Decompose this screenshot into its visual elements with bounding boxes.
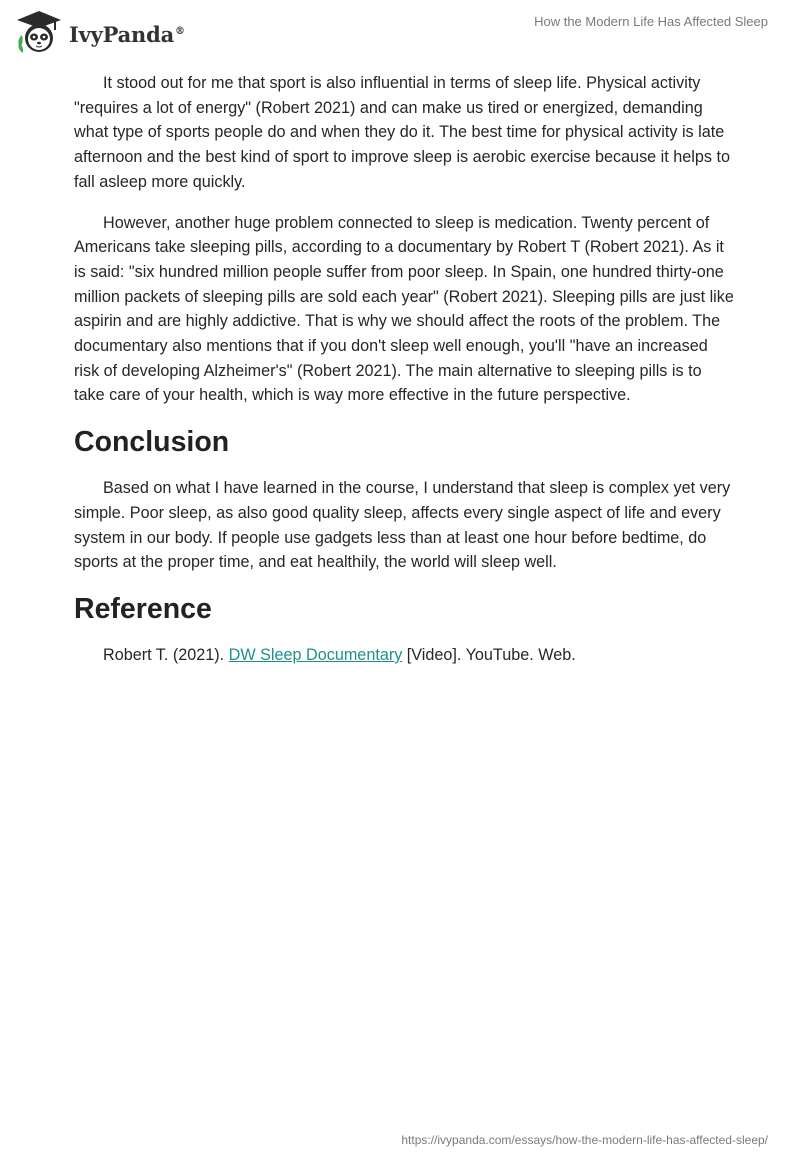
body-paragraph: It stood out for me that sport is also influential in terms of sleep life. Physical activity "requires a lot of energy" (Robert 2021) and can make us tired or energized, demanding what type of sports people do and when they do it. The best time for physical activity is late afternoon and the best kind of sport to improve sleep is aerobic exercise because it helps to fall asleep more quickly. [74, 74, 730, 191]
conclusion-paragraph: Based on what I have learned in the course, I understand that sleep is complex yet very simple. Poor sleep, as also good quality sleep, affects every single aspect of life and every system in our body. If people use gadgets less than at least one hour before bedtime, do sports at the proper time, and eat healthily, the world will sleep well. [74, 479, 731, 572]
essay-content [74, 71, 734, 668]
brand-name: IvyPanda® [69, 21, 185, 47]
footer-url[interactable]: https://ivypanda.com/essays/how-the-modern-life-has-affected-sleep/ [401, 1133, 768, 1147]
reference-suffix: [Video]. YouTube. Web. [402, 645, 576, 664]
reference-prefix: Robert T. (2021). [103, 645, 229, 664]
panda-graduate-icon [14, 8, 64, 58]
document-title: How the Modern Life Has Affected Sleep [534, 14, 768, 29]
reference-link[interactable]: DW Sleep Documentary [228, 645, 403, 664]
reference-entry [74, 643, 734, 668]
body-paragraph: However, another huge problem connected to sleep is medication. Twenty percent of Americans take sleeping pills, according to a documentary by Robert T (Robert 2021). As it is said: "six hundred million people suffer from poor sleep. In Spain, one hundred thirty-one million packets of sleeping pills are sold each year" (Robert 2021). Sleeping pills are just like aspirin and are highly addictive. That is why we should affect the roots of the problem. The documentary also mentions that if you don't sleep well enough, you'll "have an increased risk of developing Alzheimer's" (Robert 2021). The main alternative to sleeping pills is to take care of your health, which is way more effective in the future perspective. [74, 213, 734, 405]
reference-heading: Reference [74, 592, 212, 625]
ivypanda-logo[interactable] [14, 8, 185, 58]
conclusion-heading: Conclusion [74, 426, 230, 459]
page-header [0, 0, 800, 64]
